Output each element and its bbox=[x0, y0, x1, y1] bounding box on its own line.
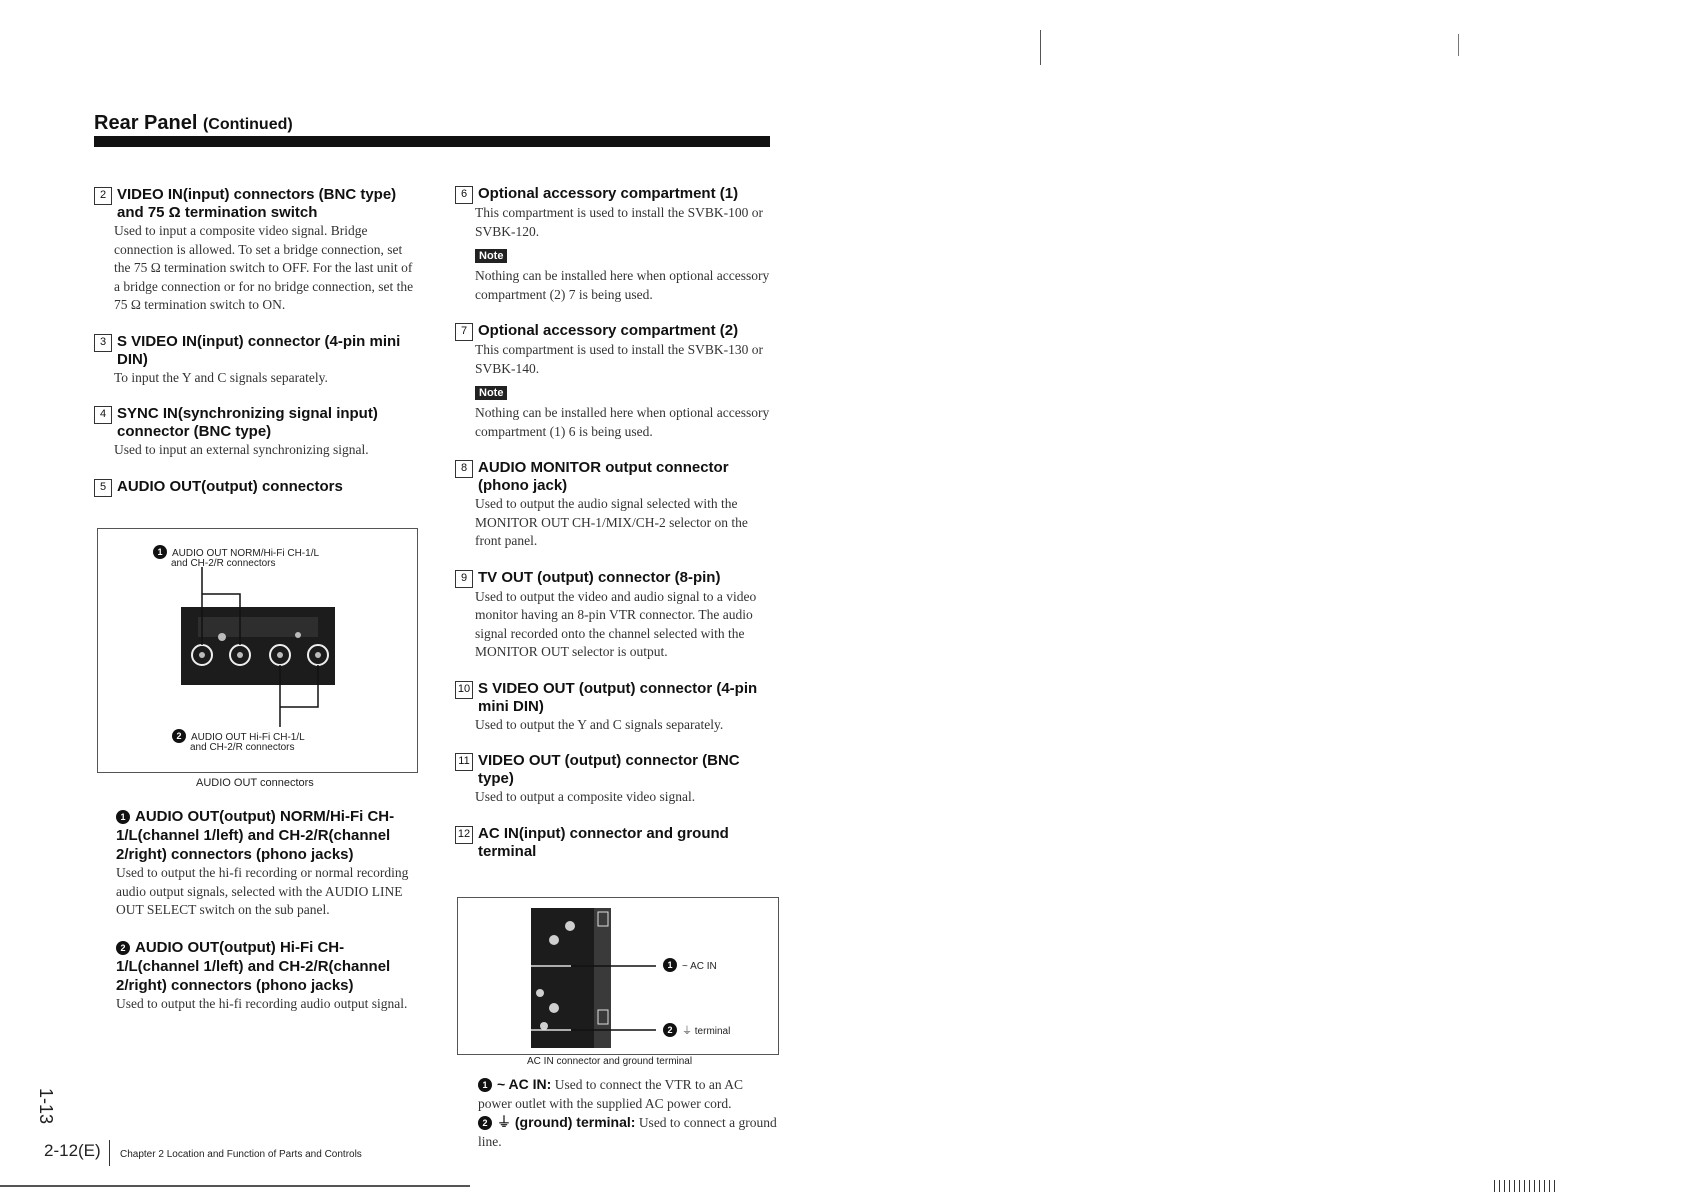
figure-label-2b: and CH-2/R connectors bbox=[190, 742, 295, 753]
item-heading: AUDIO OUT(output) connectors bbox=[117, 477, 343, 495]
ac-subitem-1 bbox=[478, 1075, 778, 1113]
item-4 bbox=[94, 405, 419, 460]
right-column bbox=[455, 185, 775, 879]
subitem-heading: ~ AC IN: bbox=[497, 1076, 552, 1092]
item-heading: AC IN(input) connector and ground terminal bbox=[478, 824, 729, 860]
audio-out-figure bbox=[97, 528, 418, 773]
side-page-number: 1-13 bbox=[36, 1088, 56, 1125]
scan-mark bbox=[1040, 30, 1041, 65]
item-body: Used to output a composite video signal. bbox=[475, 789, 696, 804]
item-body: Used to input an external synchronizing signal. bbox=[114, 442, 369, 457]
bottom-edge-line bbox=[0, 1185, 470, 1187]
ac-in-figure-caption: AC IN connector and ground terminal bbox=[527, 1056, 693, 1067]
chapter-label: Chapter 2 Location and Function of Parts and Controls bbox=[120, 1149, 362, 1160]
figure-label-1b: and CH-2/R connectors bbox=[171, 558, 276, 569]
page-number: 2-12(E) bbox=[44, 1141, 101, 1160]
page-title-subtitle: (Continued) bbox=[202, 116, 293, 133]
item-3 bbox=[94, 333, 419, 388]
marker-1-icon: 1 bbox=[116, 810, 130, 824]
audio-subitem-2 bbox=[116, 938, 416, 1014]
item-11 bbox=[455, 752, 775, 807]
item-number: 6 bbox=[455, 186, 473, 204]
item-number: 11 bbox=[455, 753, 473, 771]
item-number: 7 bbox=[455, 323, 473, 341]
item-body: Used to output the video and audio signal to a video monitor having an 8-pin VTR connector. The audio signal recorded onto the channel selected with the MONITOR OUT selector is output. bbox=[475, 588, 757, 659]
ac-figure-label-2: 2 ⏚ terminal bbox=[663, 1022, 730, 1037]
subitem-body: Used to output the hi-fi recording or normal recording audio output signals, selected with the AUDIO LINE OUT SELECT switch on the sub panel. bbox=[116, 865, 409, 917]
subitem-body: Used to output the hi-fi recording audio output signal. bbox=[116, 995, 408, 1011]
subitem-body: Used to connect the VTR to an AC power outlet with the supplied AC power cord. bbox=[478, 1077, 744, 1111]
item-heading: AUDIO MONITOR output connector (phono jack) bbox=[478, 459, 729, 494]
item-8 bbox=[455, 459, 775, 551]
subitem-heading: AUDIO OUT(output) NORM/Hi-Fi CH-1/L(channel 1/left) and CH-2/R(channel 2/right) connectors (phono jacks) bbox=[116, 808, 395, 863]
item-6 bbox=[455, 185, 775, 304]
marker-1-icon: 1 bbox=[478, 1078, 492, 1092]
item-heading: Optional accessory compartment (1) bbox=[478, 185, 739, 202]
marker-2-icon: 2 bbox=[478, 1116, 492, 1130]
item-body: Used to input a composite video signal. Bridge connection is allowed. To set a bridge connection, set the 75 Ω termination switch to OFF. For the last unit of a bridge connection or for no bridge connection, set the 75 Ω termination switch to ON. bbox=[114, 223, 414, 312]
item-heading: VIDEO IN(input) connectors (BNC type) and 75 Ω termination switch bbox=[117, 186, 397, 221]
item-heading: VIDEO OUT (output) connector (BNC type) bbox=[478, 752, 740, 787]
item-number: 2 bbox=[94, 187, 112, 205]
item-body: To input the Y and C signals separately. bbox=[114, 369, 328, 385]
subitem-heading: AUDIO OUT(output) Hi-Fi CH-1/L(channel 1/left) and CH-2/R(channel 2/right) connectors (phono jacks) bbox=[116, 938, 391, 994]
note-text: Nothing can be installed here when optional accessory compartment (2) 7 is being used. bbox=[475, 268, 770, 302]
item-number: 5 bbox=[94, 479, 112, 497]
item-5 bbox=[94, 478, 419, 497]
item-heading: S VIDEO OUT (output) connector (4-pin mini DIN) bbox=[478, 679, 758, 715]
item-body: Used to output the Y and C signals separately. bbox=[475, 716, 724, 732]
item-7 bbox=[455, 322, 775, 441]
left-column bbox=[94, 186, 419, 515]
marker-2-icon: 2 bbox=[116, 941, 130, 955]
item-number: 12 bbox=[455, 826, 473, 844]
ac-figure-label-1: 1 ~ AC IN bbox=[663, 958, 717, 972]
page-title bbox=[94, 112, 293, 135]
item-number: 10 bbox=[455, 681, 473, 699]
item-heading: SYNC IN(synchronizing signal input) connector (BNC type) bbox=[117, 405, 378, 440]
marker-1-icon: 1 bbox=[663, 958, 677, 972]
ac-subitem-2 bbox=[478, 1113, 778, 1151]
subitem-heading: ⏚ (ground) terminal: bbox=[497, 1114, 636, 1130]
subitem-body: Used to connect a ground line. bbox=[478, 1115, 777, 1149]
item-number: 3 bbox=[94, 334, 112, 352]
footer-divider bbox=[109, 1140, 110, 1166]
page-title-main: Rear Panel bbox=[94, 112, 198, 134]
item-9 bbox=[455, 569, 775, 662]
item-number: 8 bbox=[455, 460, 473, 478]
barcode-marks bbox=[1494, 1180, 1557, 1192]
item-body: This compartment is used to install the SVBK-130 or SVBK-140. bbox=[475, 342, 763, 376]
item-heading: S VIDEO IN(input) connector (4-pin mini DIN) bbox=[117, 332, 401, 368]
note-badge: Note bbox=[475, 386, 507, 400]
marker-2-icon: 2 bbox=[172, 729, 186, 743]
item-heading: TV OUT (output) connector (8-pin) bbox=[478, 568, 721, 586]
item-12 bbox=[455, 825, 775, 861]
item-number: 4 bbox=[94, 406, 112, 424]
note-text: Nothing can be installed here when optional accessory compartment (1) 6 is being used. bbox=[475, 405, 770, 439]
marker-1-icon: 1 bbox=[153, 545, 167, 559]
item-2 bbox=[94, 186, 419, 315]
figure-label-2: 2 AUDIO OUT Hi-Fi CH-1/L bbox=[172, 729, 305, 743]
header-rule bbox=[94, 136, 770, 147]
scan-mark bbox=[1458, 34, 1459, 56]
audio-out-figure-caption: AUDIO OUT connectors bbox=[196, 777, 314, 789]
item-body: This compartment is used to install the SVBK-100 or SVBK-120. bbox=[475, 205, 763, 239]
marker-2-icon: 2 bbox=[663, 1023, 677, 1037]
item-body: Used to output the audio signal selected with the MONITOR OUT CH-1/MIX/CH-2 selector on the front panel. bbox=[475, 496, 748, 548]
ac-subitems bbox=[478, 1075, 778, 1151]
ac-in-figure bbox=[457, 897, 779, 1055]
item-10 bbox=[455, 680, 775, 735]
item-heading: Optional accessory compartment (2) bbox=[478, 322, 739, 339]
figure-label-1: 1 AUDIO OUT NORM/Hi-Fi CH-1/L bbox=[153, 545, 319, 559]
audio-subitem-1 bbox=[116, 807, 416, 920]
item-number: 9 bbox=[455, 570, 473, 588]
audio-subitems bbox=[116, 807, 416, 1031]
note-badge: Note bbox=[475, 249, 507, 263]
